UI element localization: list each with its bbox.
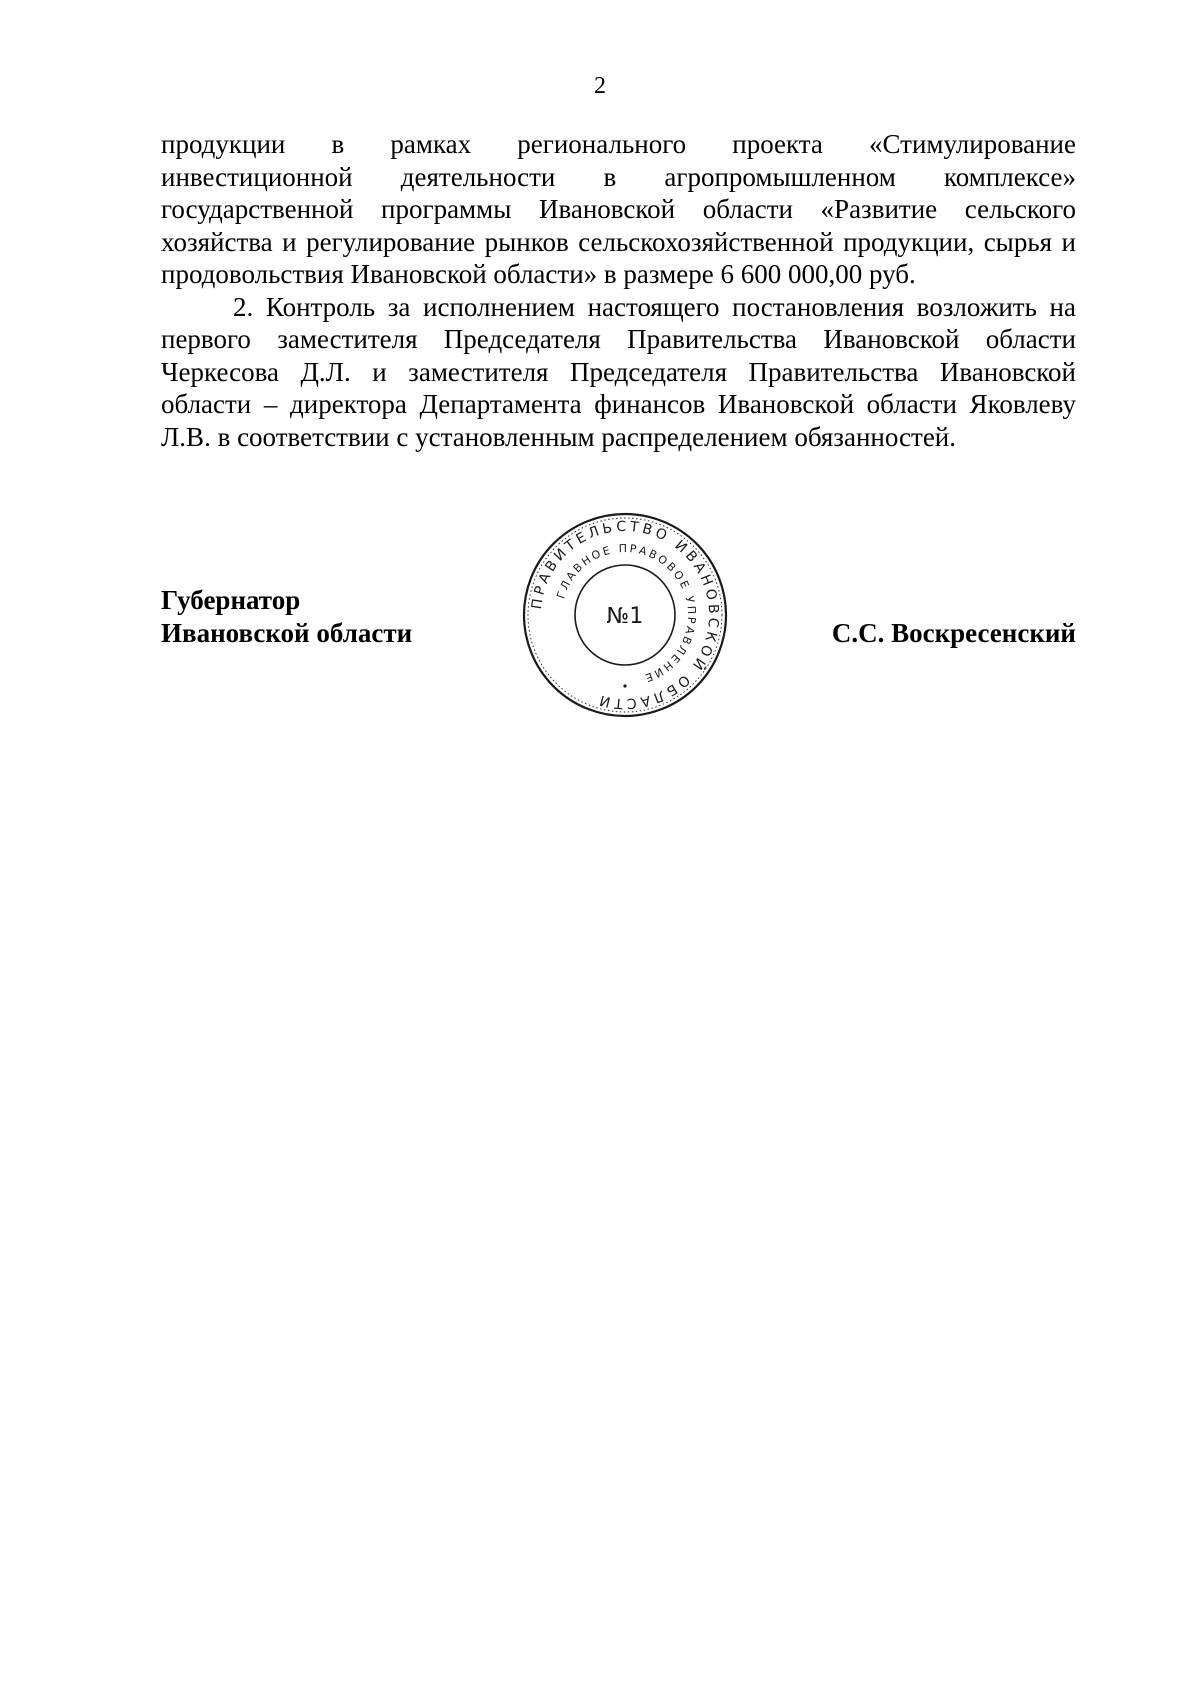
page-number: 2	[594, 73, 606, 99]
stamp-seal-graphic	[520, 510, 730, 720]
paragraph-allocation: продукции в рамках регионального проекта «Стимулирование инвестиционной деятельности в агропромышленном комплексе» государственной программы Ивановской области «Развитие сельского хозяйства и регулирование рынков сельскохозяйственной продукции, сырья и продовольствия Ивановской области» в размере 6 600 000,00 руб.	[161, 129, 1076, 289]
stamp-outer-text: ПРАВИТЕЛЬСТВО ИВАНОВСКОЙ ОБЛАСТИ	[528, 518, 722, 712]
signatory-position	[161, 584, 412, 650]
paragraph-control: 2. Контроль за исполнением настоящего постановления возложить на первого заместителя Председателя Правительства Ивановской области Черкесова Д.Л. и заместителя Председателя Правительства Ивановской области – директора Департамента финансов Ивановской области Яковлеву Л.В. в соответствии с установленным распределением обязанностей.	[161, 291, 1076, 452]
signatory-name: С.С. Воскресенский	[831, 618, 1076, 648]
stamp-inner-text: ГЛАВНОЕ ПРАВОВОЕ УПРАВЛЕНИЕ	[554, 541, 699, 686]
document-body	[161, 128, 1076, 453]
signatory-position-line-2: Ивановской области	[161, 618, 413, 648]
official-stamp	[520, 510, 730, 720]
stamp-dot	[623, 684, 626, 687]
signatory-position-line-1: Губернатор	[161, 585, 301, 615]
stamp-center-number: №1	[606, 604, 644, 629]
